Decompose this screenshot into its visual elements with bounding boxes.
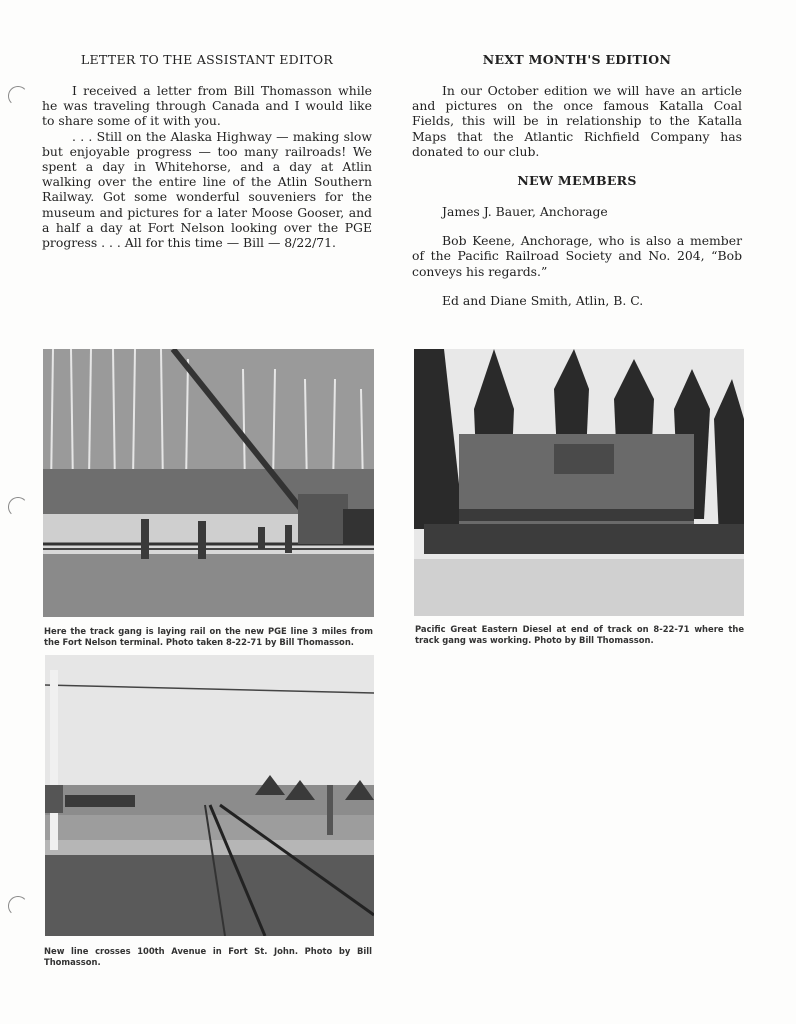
letter-heading: LETTER TO THE ASSISTANT EDITOR	[80, 52, 334, 67]
diesel-locomotive-photo	[414, 349, 744, 616]
punch-hole-mark	[8, 497, 28, 517]
avenue-crossing-photo	[45, 655, 374, 936]
new-members-heading: NEW MEMBERS	[517, 173, 637, 189]
member-entry: Bob Keene, Anchorage, who is also a member of the Pacific Railroad Society and No. 204, “Bob conveys his regards.”	[412, 233, 742, 279]
track-gang-photo	[43, 349, 374, 617]
diesel-caption: Pacific Great Eastern Diesel at end of track on 8-22-71 where the track gang was working. Photo by Bill Thomasson.	[415, 624, 744, 645]
punch-hole-mark	[8, 86, 28, 106]
next-edition-heading: NEXT MONTH'S EDITION	[482, 52, 672, 67]
punch-hole-mark	[8, 896, 28, 916]
member-entry: James J. Bauer, Anchorage	[442, 204, 608, 220]
track-gang-caption: Here the track gang is laying rail on the new PGE line 3 miles from the Fort Nelson terminal. Photo taken 8-22-71 by Bill Thomasson.	[44, 626, 373, 647]
avenue-crossing-caption: New line crosses 100th Avenue in Fort St. John. Photo by Bill Thomasson.	[44, 946, 372, 967]
letter-section	[42, 52, 372, 250]
letter-body-paragraph: . . . Still on the Alaska Highway — making slow but enjoyable progress — too many railroads! We spent a day in Whitehorse, and a day at Atlin walking over the entire line of the Atlin Southern Railway. Got some wonderful souveniers for the museum and pictures for a later Moose Gooser, and a half a day at Fort Nelson looking over the PGE progress . . . All for this time — Bill — 8/22/71.	[42, 128, 372, 251]
member-entry: Ed and Diane Smith, Atlin, B. C.	[442, 292, 644, 308]
next-edition-section	[412, 52, 742, 322]
next-edition-paragraph: In our October edition we will have an article and pictures on the once famous Katalla Coal Fields, this will be in relationship to the Katalla Maps that the Atlantic Richfield Company has donated to our club.	[412, 83, 742, 159]
letter-intro-paragraph: I received a letter from Bill Thomasson while he was traveling through Canada and I would like to share some of it with you.	[42, 83, 372, 129]
